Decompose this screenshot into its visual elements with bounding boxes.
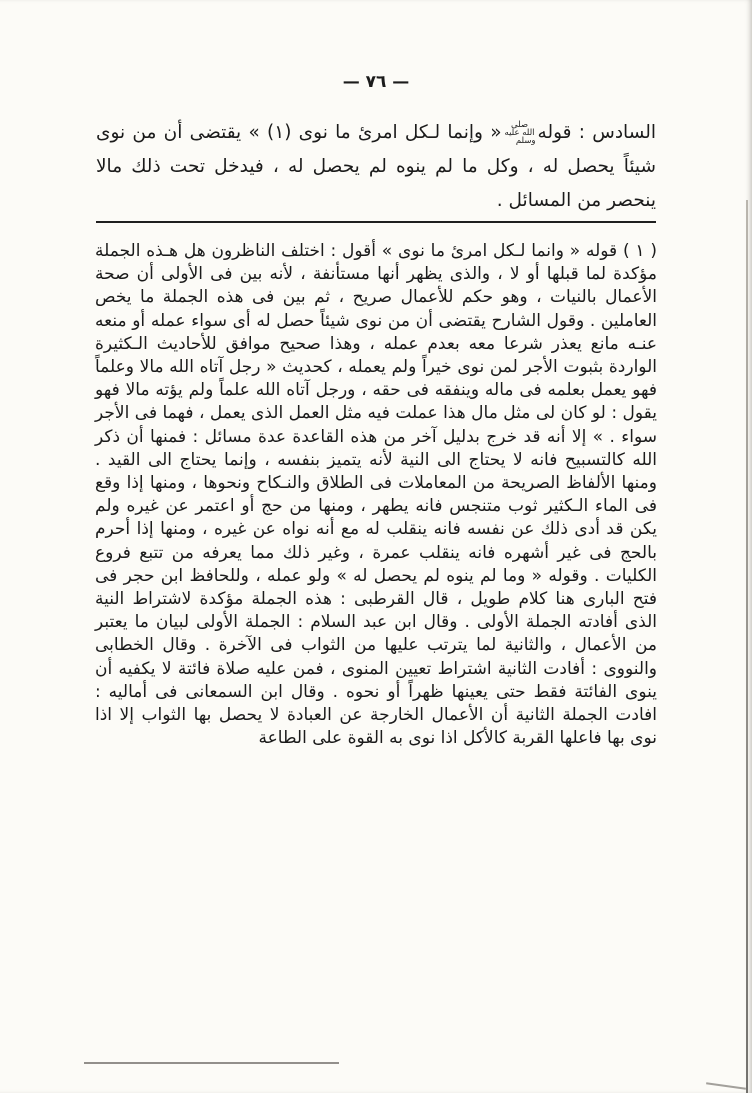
footnote-divider — [96, 221, 656, 223]
main-text — [96, 116, 656, 218]
scan-artifact-bottom-edge — [84, 1062, 339, 1064]
main-text-lead: السادس : قوله — [537, 122, 656, 143]
main-text-body: « وإنما لـكل امرئ ما نوى (١) » يقتضى أن من نوى شيئاً يحصل له ، وكل ما لم ينوه لم يحصل له ، فيدخل تحت ذلك مالا ينحصر من المسائل . — [96, 122, 656, 211]
page-number: — ٧٦ — — [342, 72, 410, 92]
scan-artifact-right-edge — [746, 200, 748, 1093]
footnote-text: ( ١ ) قوله « وانما لـكل امرئ ما نوى » أقول : اختلف الناظرون هل هـذه الجملة مؤكدة لما قبلها أو لا ، والذى يظهر أنها مستأنفة ، لأنه بين فى الأولى أن صحة الأعمال بالنيات ، وهو حكم للأعمال صريح ، ثم بين فى هذه الجملة ما يخص العاملين . وقول الشارح يقتضى أن من نوى شيئاً حصل له أى سواء عمله أو منعه عنـه مانع يعذر شرعا معه بعدم عمله ، وهذا صحيح موافق للأحاديث الـكثيرة الواردة بثبوت الأجر لمن نوى خيراً ولم يعمله ، كحديث « رجل آتاه الله مالا وعلماً فهو يعمل بعلمه فى ماله وينفقه فى حقه ، ورجل آتاه الله علماً ولم يؤته مالا فهو يقول : لو كان لى مثل مال هذا عملت فيه مثل العمل الذى يعمل ، فهما فى الأجر سواء . » إلا أنه قد خرج بدليل آخر من هذه القاعدة عدة مسائل : فمنها أن ذكر الله كالتسبيح فانه لا يحتاج الى النية لأنه يتميز بنفسه ، وإنما يحتاج الى القيد . ومنها الألفاظ الصريحة من المعاملات فى الطلاق والنـكاح ونحوها ، ومنها إذا وقع فى الماء الـكثير ثوب متنجس فانه يطهر ، ومنها من حج أو اعتمر عن غيره ولم يكن قد أدى ذلك عن نفسه فانه ينقلب له مع أنه نواه عن غيره ، ومنها إذا أحرم بالحج فى غير أشهره فانه ينقلب عمرة ، وغير ذلك مما يعرفه من تتبع فروع الكليات . وقوله « وما لم ينوه لم يحصل له » ولو عمله ، وللحافظ ابن حجر فى فتح البارى هنا كلام طويل ، قال القرطبى : هذه الجملة مؤكدة لاشتراط النية الذى أفادته الجملة الأولى . وقال ابن عبد السلام : الجملة الأولى لبيان ما يعتبر من الأعمال ، والثانية لما يترتب عليها من الثواب فى الآخرة . وقال الخطابى والنووى : أفادت الثانية اشتراط تعيين المنوى ، فمن عليه صلاة فائتة لا يكفيه أن ينوى الفائتة فقط حتى يعينها ظهراً أو نحوه . وقال ابن السمعانى فى أماليه : افادت الجملة الثانية أن الأعمال الخارجة عن العبادة لا يحصل بها الثواب إلا اذا نوى بها فاعلها القربة كالأكل اذا نوى به القوة على الطاعة — [95, 241, 657, 749]
salutation-calligraphy-mark: صلى الله عليه وسلم — [504, 120, 536, 146]
scan-artifact-corner-mark — [706, 1082, 746, 1090]
